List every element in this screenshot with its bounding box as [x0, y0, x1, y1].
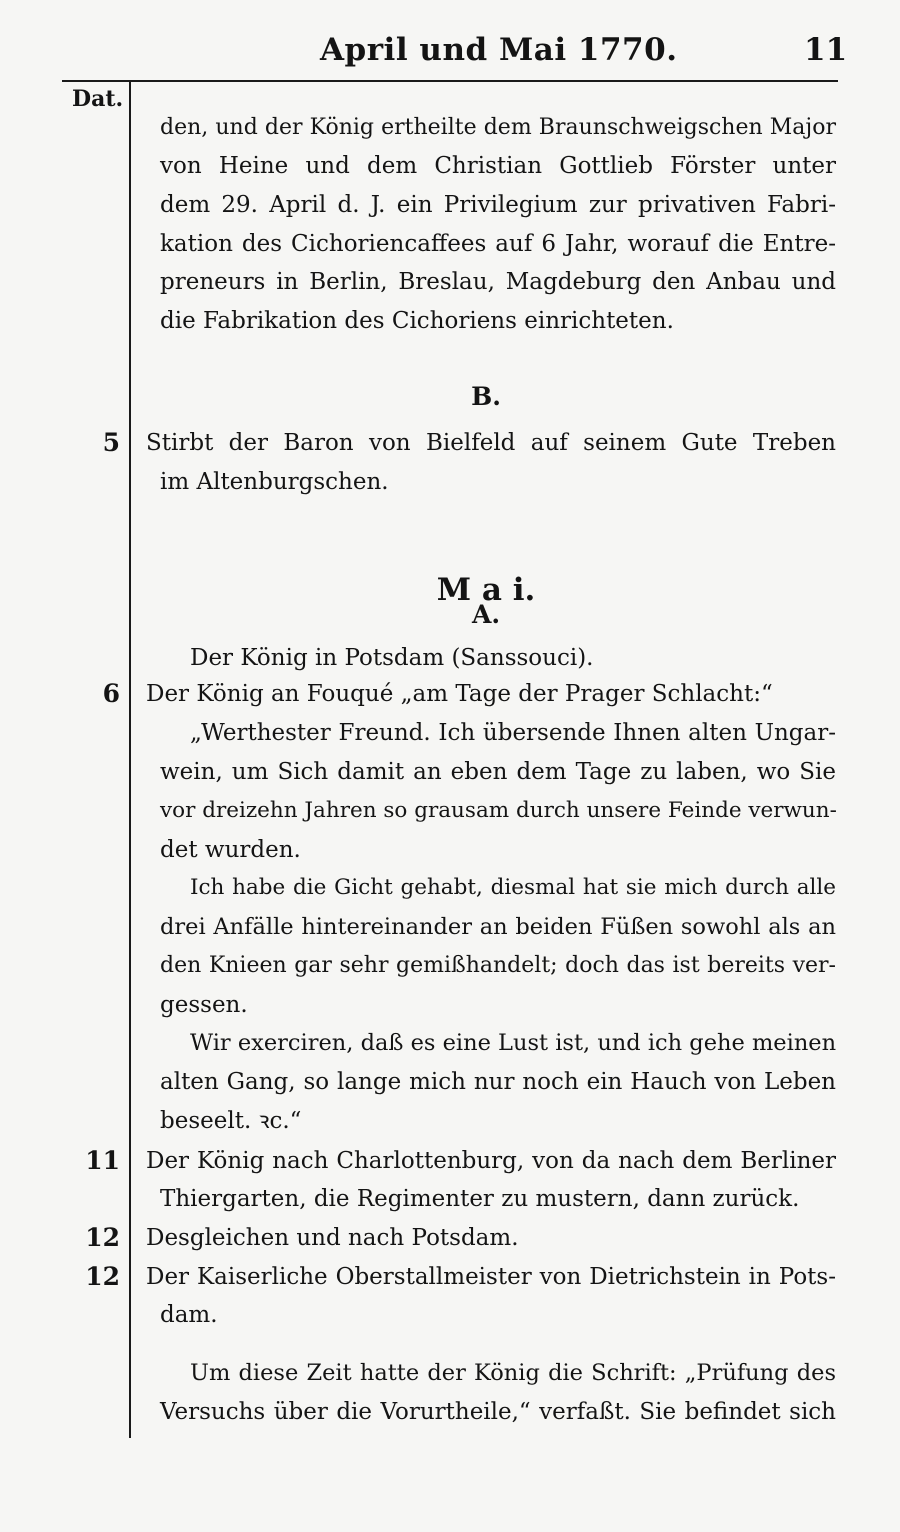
text-line: det wurden.: [160, 837, 301, 863]
text-line: wein, um Sich damit an eben dem Tage zu laben, wo Sie: [160, 759, 836, 785]
text-line: dam.: [160, 1302, 218, 1328]
text-line: Versuchs über die Vorurtheile,“ verfaßt. Sie befindet sich: [160, 1399, 836, 1425]
entry-date: 5: [102, 428, 120, 457]
text-line: alten Gang, so lange mich nur noch ein Hauch von Leben: [160, 1069, 836, 1095]
text-line: von Heine und dem Christian Gottlieb Förster unter: [160, 153, 836, 179]
date-column-label: Dat.: [72, 86, 124, 112]
text-line: Um diese Zeit hatte der König die Schrift: „Prüfung des: [190, 1360, 836, 1386]
text-line: preneurs in Berlin, Breslau, Magdeburg den Anbau und: [160, 269, 836, 295]
text-line: Desgleichen und nach Potsdam.: [146, 1225, 519, 1251]
text-line: Stirbt der Baron von Bielfeld auf seinem Gute Treben: [146, 430, 836, 456]
text-line: Ich habe die Gicht gehabt, diesmal hat sie mich durch alle: [190, 875, 836, 900]
text-line: Thiergarten, die Regimenter zu mustern, dann zurück.: [160, 1186, 800, 1212]
entry-date: 6: [102, 679, 120, 708]
entry-date: 12: [85, 1262, 120, 1291]
text-line: dem 29. April d. J. ein Privilegium zur privativen Fabri-: [160, 192, 836, 218]
running-title: April und Mai 1770.: [320, 32, 678, 68]
text-line: Der König an Fouqué „am Tage der Prager Schlacht:“: [146, 681, 773, 707]
text-line: im Altenburgschen.: [160, 469, 389, 495]
text-line: den, und der König ertheilte dem Braunschweigschen Major: [160, 115, 836, 140]
entry-date: 12: [85, 1223, 120, 1252]
text-line: vor dreizehn Jahren so grausam durch unsere Feinde verwun-: [160, 798, 837, 823]
text-line: „Werthester Freund. Ich übersende Ihnen alten Ungar-: [190, 720, 836, 746]
text-line: gessen.: [160, 992, 248, 1018]
month-heading-mai: M a i.: [436, 572, 536, 608]
section-heading-b: B.: [471, 382, 501, 411]
page-header: [0, 28, 900, 72]
text-line: Der König nach Charlottenburg, von da nach dem Berliner: [146, 1148, 836, 1174]
date-column-rule: [129, 82, 131, 1438]
text-line: kation des Cichoriencaffees auf 6 Jahr, worauf die Entre-: [160, 231, 836, 257]
header-rule: [62, 80, 838, 82]
text-line: die Fabrikation des Cichoriens einrichteten.: [160, 308, 674, 334]
text-line: Der König in Potsdam (Sanssouci).: [190, 645, 594, 671]
text-line: beseelt. ꝛc.“: [160, 1108, 302, 1134]
entry-date: 11: [85, 1146, 120, 1175]
text-line: drei Anfälle hintereinander an beiden Füßen sowohl als an: [160, 914, 836, 940]
page-number: 11: [804, 32, 848, 68]
text-line: den Knieen gar sehr gemißhandelt; doch das ist bereits ver-: [160, 953, 836, 978]
section-heading-a: A.: [471, 600, 501, 629]
text-line: Der Kaiserliche Oberstallmeister von Dietrichstein in Pots-: [146, 1264, 836, 1290]
text-line: Wir exerciren, daß es eine Lust ist, und ich gehe meinen: [190, 1030, 837, 1056]
